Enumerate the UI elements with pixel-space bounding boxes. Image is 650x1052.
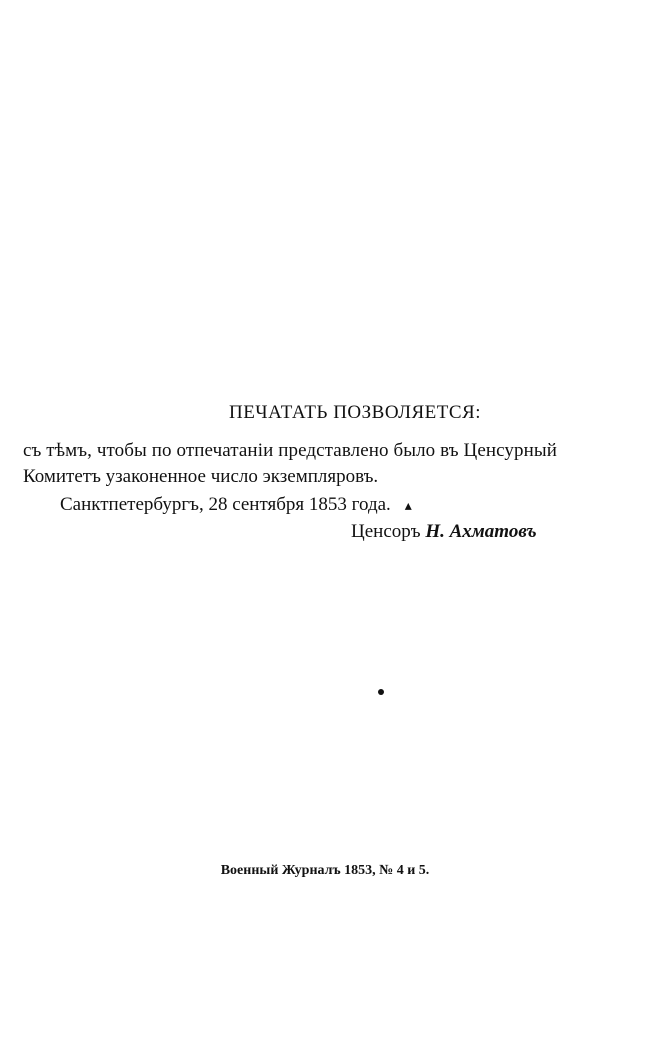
permission-text-line-1: съ тѣмъ, чтобы по отпечатаніи представлено было въ Ценсурный [23,440,558,461]
stray-mark: ▴ [404,499,412,514]
censor-signature [351,521,537,543]
permission-heading: ПЕЧАТАТЬ ПОЗВОЛЯЕТСЯ: [228,402,481,423]
date-text: Санктпетербургъ, 28 сентября 1853 года. [60,494,391,515]
censor-name: Н. Ахматовъ [425,521,537,542]
stray-dot [378,689,384,695]
permission-text-line-2: Комитетъ узаконенное число экземпляровъ. [23,466,379,487]
date-line [60,494,412,516]
footer-note: Военный Журналъ 1853, № 4 и 5. [220,863,430,878]
censor-title: Ценсоръ [351,521,421,542]
